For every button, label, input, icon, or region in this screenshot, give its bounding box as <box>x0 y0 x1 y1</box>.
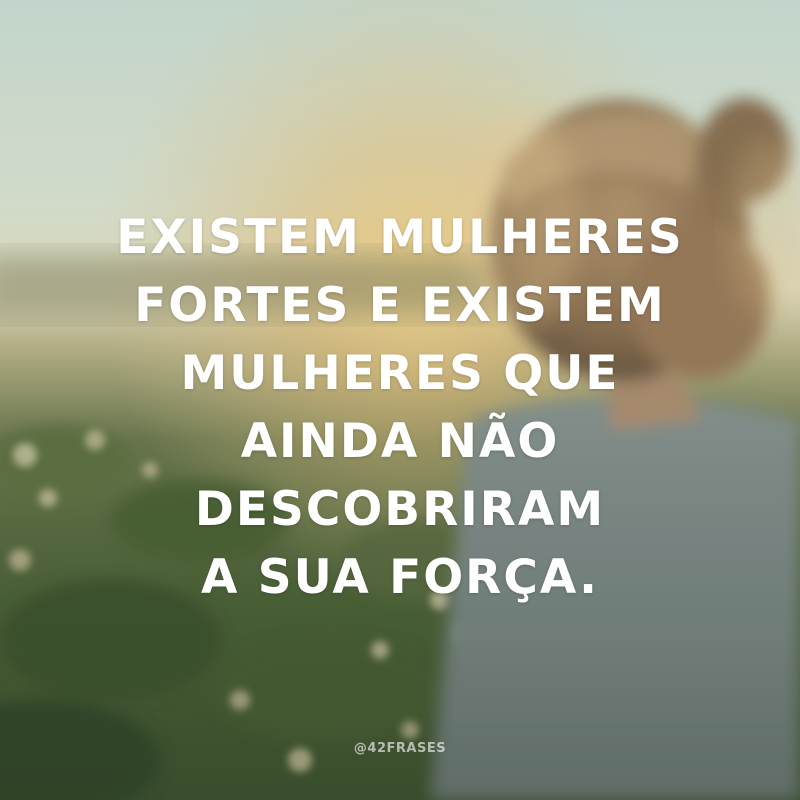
quote-line: AINDA NÃO <box>240 414 560 469</box>
quote-text <box>60 204 740 612</box>
quote-line: FORTES E EXISTEM <box>134 278 666 333</box>
quote-line: EXISTEM MULHERES <box>116 210 684 265</box>
watermark-handle: @42FRASES <box>353 741 447 756</box>
quote-line: DESCOBRIRAM <box>194 482 606 537</box>
quote-line: MULHERES QUE <box>180 346 620 401</box>
quote-line: A SUA FORÇA. <box>201 550 599 605</box>
